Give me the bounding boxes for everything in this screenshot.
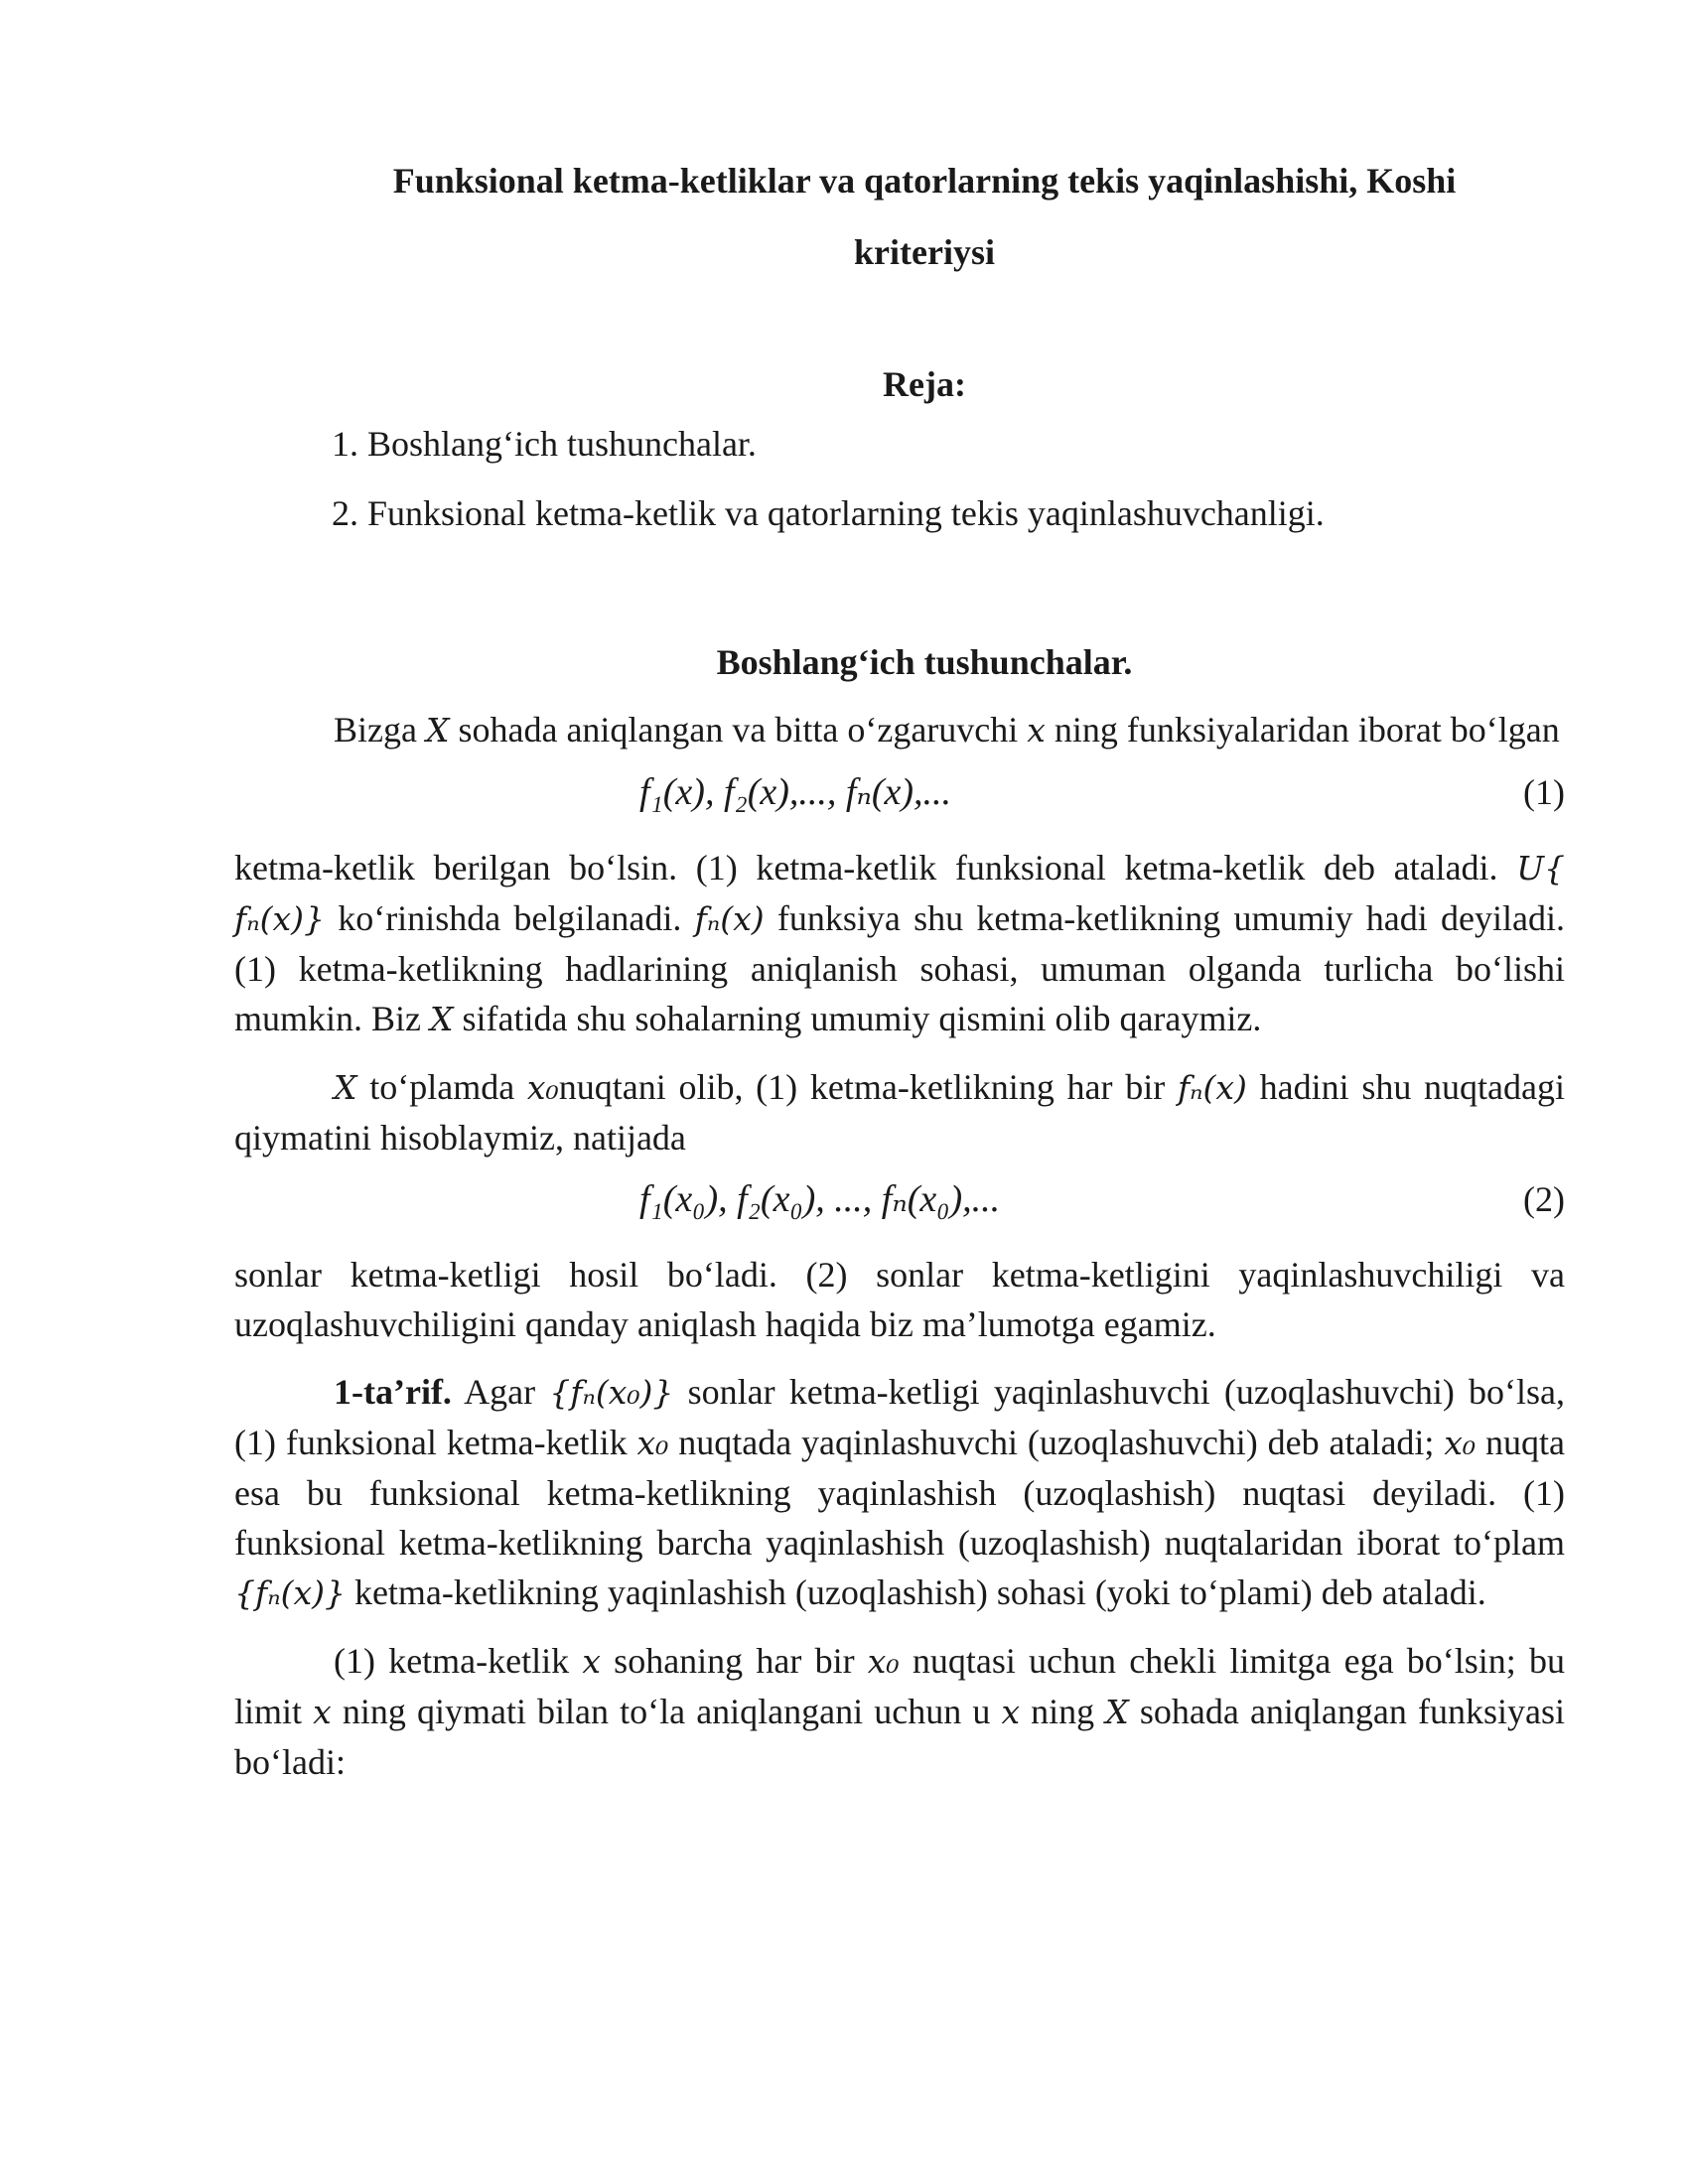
math-symbol: X bbox=[334, 1068, 357, 1107]
math-symbol: x bbox=[1001, 1693, 1021, 1731]
title-line-2: kriteriysi bbox=[854, 232, 995, 272]
text-run: (1) ketma-ketlik bbox=[334, 1641, 583, 1681]
title-line-1: Funksional ketma-ketliklar va qatorlarning tekis yaqinlashishi, Koshi bbox=[392, 161, 1457, 201]
math-symbol: x₀ bbox=[636, 1424, 669, 1462]
math-symbol: X bbox=[425, 711, 450, 750]
paragraph-3 bbox=[234, 1062, 1565, 1162]
math-symbol: U bbox=[1516, 849, 1544, 887]
text-run: funksiya shu ketma-ketlikning umumiy hadi deyiladi. (1) ketma-ketlikning hadlarining aniqlanish sohasi, umuman olganda turlicha bo‘lishi mumkin. Biz bbox=[234, 898, 1565, 1038]
formula-2-number: (2) bbox=[1523, 1179, 1565, 1219]
text-run: sifatida shu sohalarning umumiy qismini olib qaraymiz. bbox=[453, 999, 1262, 1038]
text-run: ning funksiyalaridan iborat bo‘lgan bbox=[1045, 710, 1560, 750]
definition-label: 1-ta’rif. bbox=[334, 1372, 452, 1412]
text-run: Agar bbox=[451, 1372, 550, 1412]
math-symbol: x₀ bbox=[526, 1068, 559, 1107]
text-run: hadini shu nuqtadagi qiymatini hisoblaymiz, natijada bbox=[234, 1067, 1566, 1158]
paragraph-1 bbox=[234, 705, 1565, 755]
plan-item-2: 2. Funksional ketma-ketlik va qatorlarning tekis yaqinlashuvchanligi. bbox=[332, 493, 1325, 533]
text-run: sonlar ketma-ketligi yaqinlashuvchi (uzoqlashuvchi) bo‘lsa, (1) funksional ketma-ketlik bbox=[234, 1372, 1565, 1462]
math-expression: {fₙ(x₀)} bbox=[549, 1373, 674, 1412]
text-run: ketma-ketlik berilgan bo‘lsin. (1) ketma-ketlik funksional ketma-ketlik deb ataladi. bbox=[234, 848, 1517, 887]
plan-heading: Reja: bbox=[883, 364, 966, 404]
paragraph-6 bbox=[234, 1636, 1565, 1787]
text-run: ko‘rinishda belgilanadi. bbox=[324, 898, 695, 938]
text-run: sohaning har bir bbox=[600, 1641, 868, 1681]
text-run: nuqta esa bu funksional ketma-ketlikning yaqinlashish (uzoqlashish) nuqtasi deyiladi. (1) funksional ketma-ketlikning barcha yaqinlashish (uzoqlashish) nuqtalaridan iborat to‘plam bbox=[234, 1423, 1566, 1563]
text-run: sohada aniqlangan va bitta o‘zgaruvchi bbox=[449, 710, 1028, 750]
formula-1 bbox=[234, 759, 1565, 825]
math-symbol: X bbox=[430, 1000, 454, 1038]
text-run: nuqtasi uchun chekli limitga ega bo‘lsin; bu limit bbox=[234, 1641, 1565, 1731]
math-symbol: x bbox=[1027, 711, 1046, 750]
formula-1-expression: f₁(x), f₂(x),..., fₙ(x),... bbox=[639, 771, 952, 813]
math-symbol: x₀ bbox=[1444, 1424, 1477, 1462]
text-run: nuqtani olib, (1) ketma-ketlikning har bir bbox=[558, 1067, 1178, 1107]
math-expression: fₙ(x) bbox=[694, 899, 765, 938]
text-run: ketma-ketlikning yaqinlashish (uzoqlashish) sohasi (yoki to‘plami) deb ataladi. bbox=[345, 1572, 1486, 1612]
formula-1-number: (1) bbox=[1523, 772, 1565, 812]
math-expression: { fₙ(x)} bbox=[234, 849, 1565, 938]
definition-1 bbox=[234, 1367, 1565, 1618]
document-page bbox=[234, 0, 1565, 1787]
text-run: Bizga bbox=[334, 710, 426, 750]
text-run: sohada aniqlangan funksiyasi bo‘ladi: bbox=[234, 1692, 1565, 1782]
text-run: ning bbox=[1020, 1692, 1106, 1731]
text-run: nuqtada yaqinlashuvchi (uzoqlashuvchi) deb ataladi; bbox=[668, 1423, 1445, 1462]
text-run: to‘plamda bbox=[356, 1067, 527, 1107]
math-expression: {fₙ(x)} bbox=[234, 1573, 346, 1612]
plan-item-1: 1. Boshlang‘ich tushunchalar. bbox=[332, 424, 757, 464]
math-symbol: x bbox=[313, 1693, 332, 1731]
math-symbol: x₀ bbox=[867, 1642, 900, 1681]
formula-2 bbox=[234, 1166, 1565, 1232]
paragraph-2 bbox=[234, 843, 1565, 1044]
math-symbol: x bbox=[582, 1642, 601, 1681]
text-run: ning qiymati bilan to‘la aniqlangani uchun u bbox=[331, 1692, 1002, 1731]
math-symbol: X bbox=[1105, 1693, 1129, 1731]
section-heading: Boshlang‘ich tushunchalar. bbox=[716, 642, 1133, 682]
document-title bbox=[234, 145, 1565, 288]
math-expression: fₙ(x) bbox=[1177, 1068, 1247, 1107]
paragraph-4: sonlar ketma-ketligi hosil bo‘ladi. (2) sonlar ketma-ketligini yaqinlashuvchiligi va uzoqlashuvchiligini qanday aniqlash haqida biz ma’lumotga egamiz. bbox=[234, 1255, 1565, 1344]
formula-2-expression: f₁(x₀), f₂(x₀), ..., fₙ(x₀),... bbox=[639, 1178, 1001, 1220]
